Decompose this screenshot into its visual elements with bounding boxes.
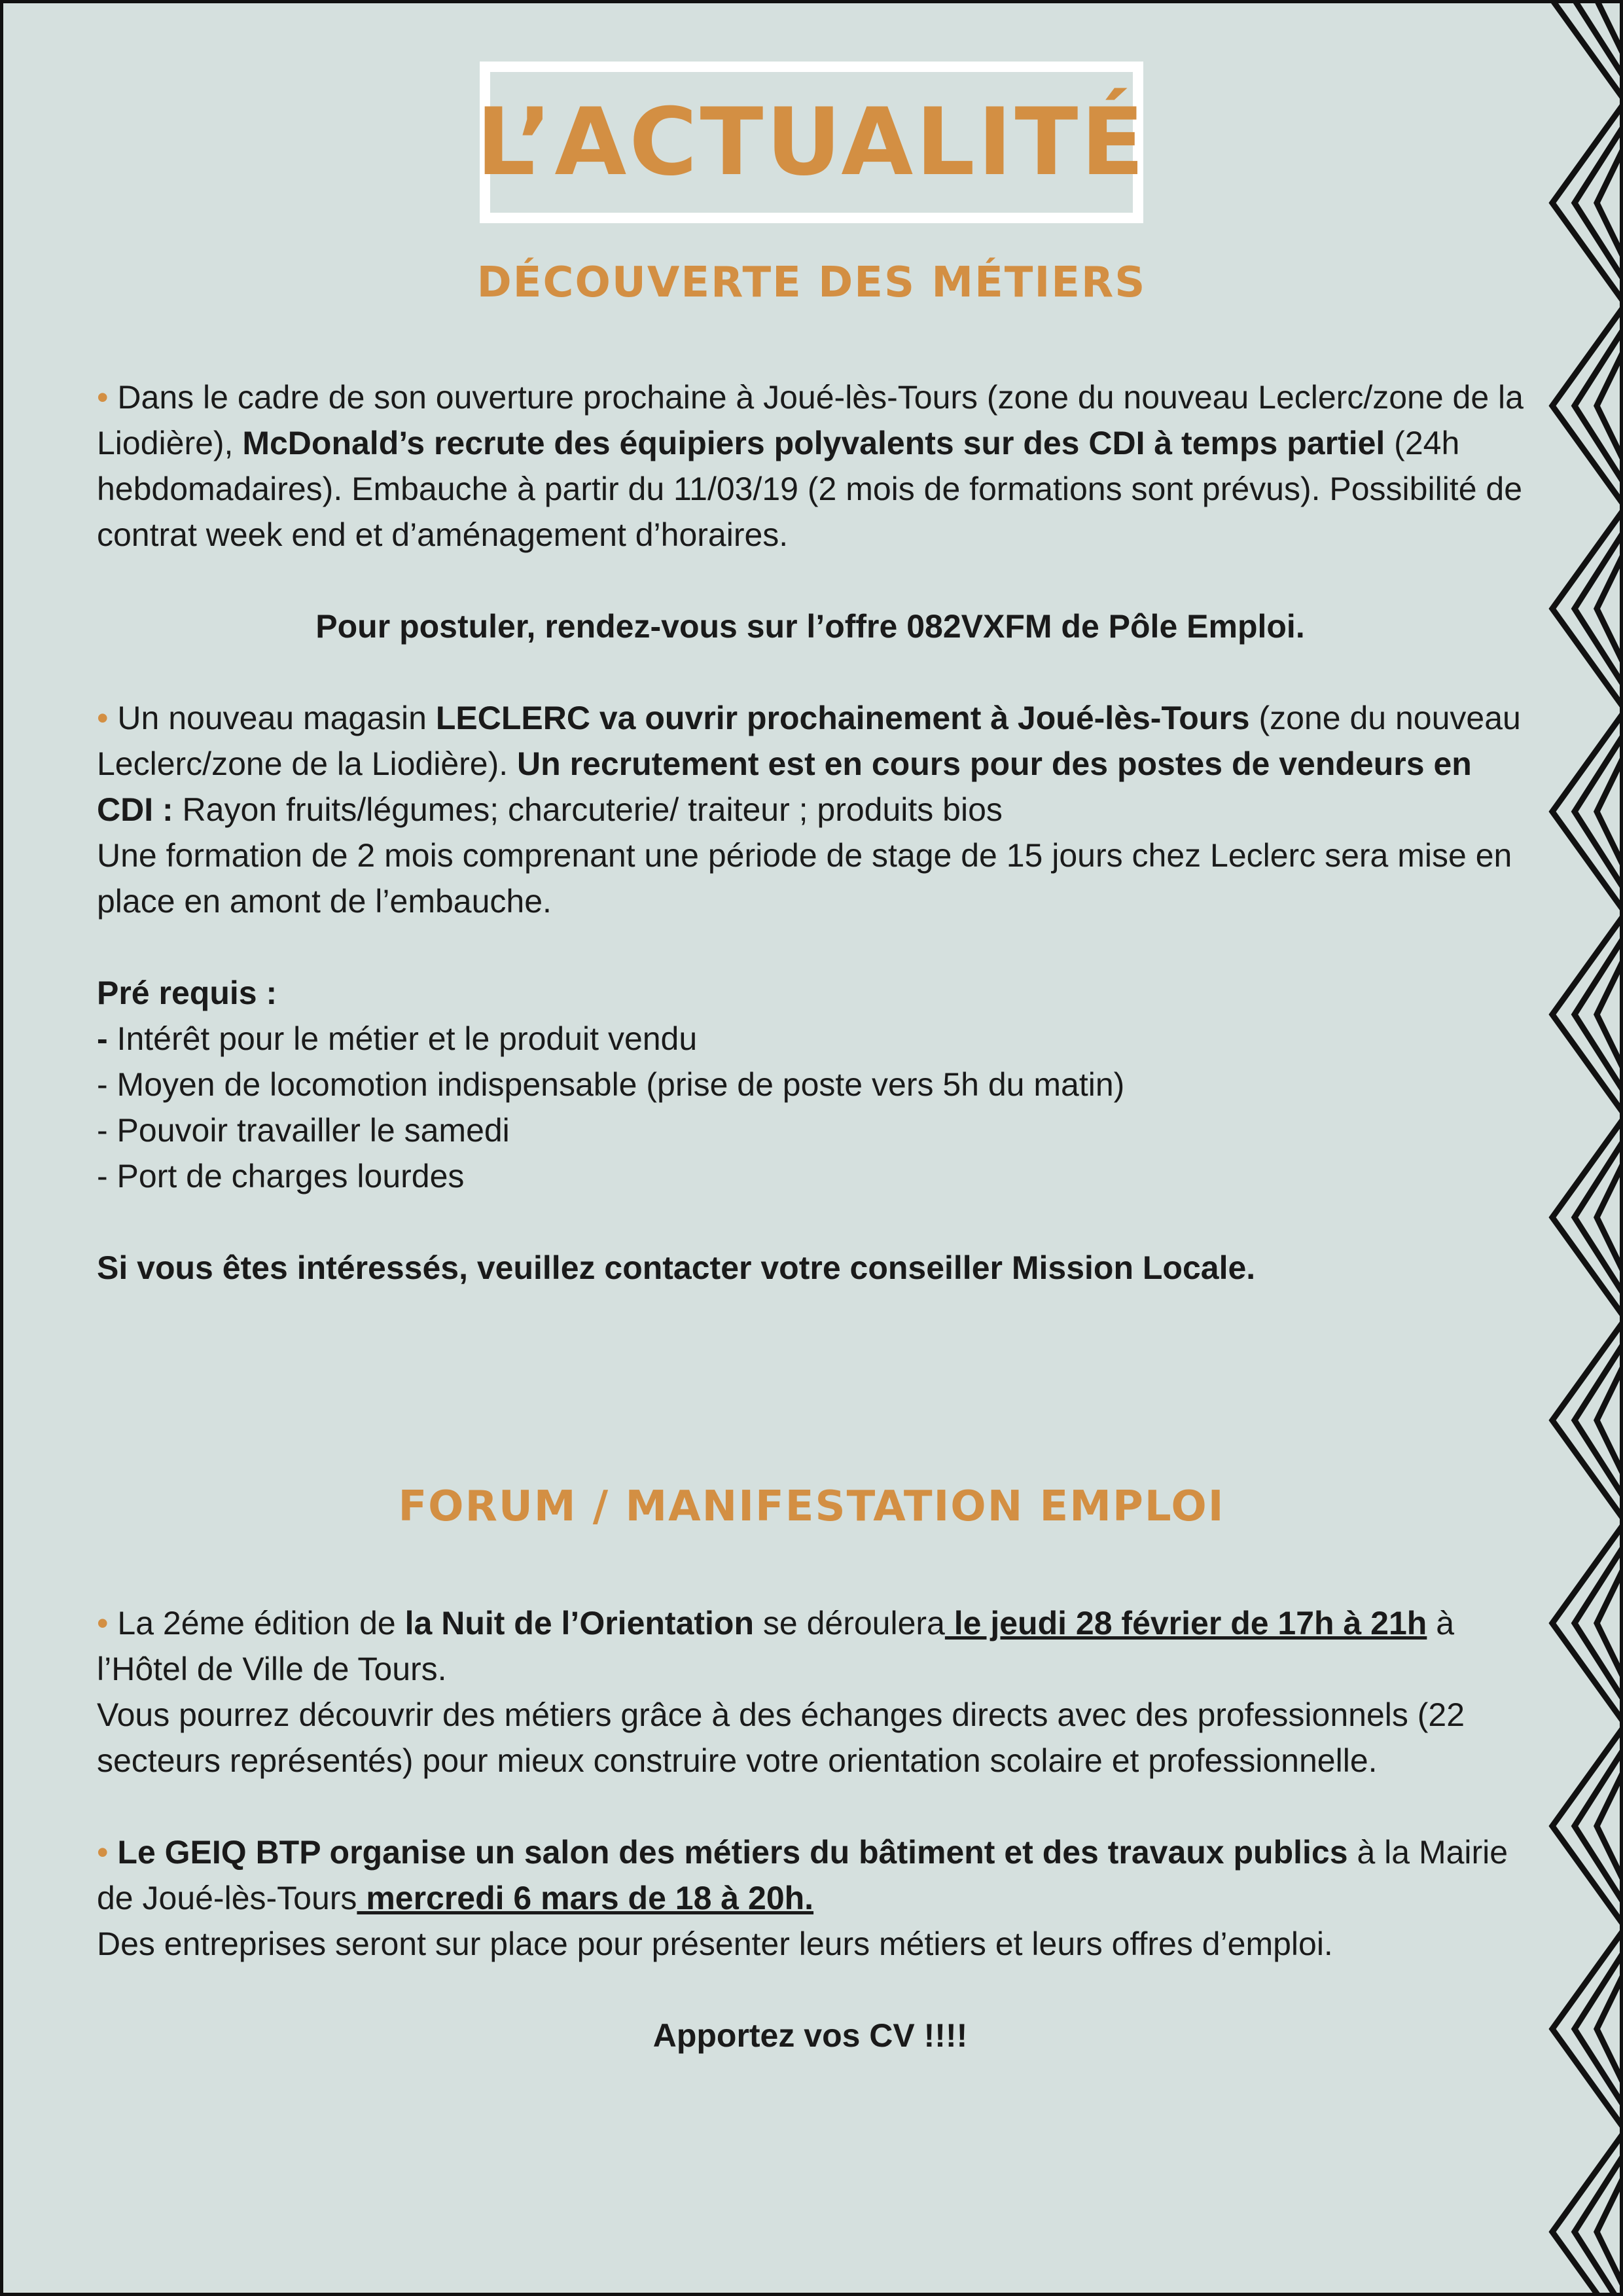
prerequis-item: - Pouvoir travailler le samedi bbox=[97, 1112, 510, 1149]
chevron-icon bbox=[1552, 1525, 1623, 1721]
prerequis-item-text: Intérêt pour le métier et le produit vendu bbox=[107, 1020, 698, 1057]
title-box bbox=[476, 62, 1147, 223]
bullet-icon: • bbox=[97, 1834, 109, 1871]
cv-call bbox=[97, 2013, 1524, 2058]
cv-call-text: Apportez vos CV !!!! bbox=[652, 2017, 968, 2054]
prerequis-item: - Moyen de locomotion indispensable (prise de poste vers 5h du matin) bbox=[97, 1066, 1125, 1103]
nuit-details: Vous pourrez découvrir des métiers grâce à des échanges directs avec des professionnels (22 secteurs représentés) pour mieux construire votre orientation scolaire et professionnelle. bbox=[97, 1696, 1465, 1779]
chevron-icon bbox=[1552, 0, 1623, 98]
mcdo-apply-text: Pour postuler, rendez-vous sur l’offre 082VXFM de Pôle Emploi. bbox=[315, 608, 1305, 645]
nuit-location: à l’Hôtel de Ville de Tours. bbox=[97, 1605, 1455, 1687]
section-metiers-content bbox=[97, 374, 1524, 1291]
chevron-icon bbox=[1552, 1119, 1623, 1316]
prerequis-title-text: Pré requis : bbox=[97, 975, 277, 1011]
leclerc-zone: (zone du nouveau Leclerc/zone de la Liodière). bbox=[97, 700, 1521, 782]
prerequis-item bbox=[97, 1016, 1524, 1062]
geiq-details: Des entreprises seront sur place pour présenter leurs métiers et leurs offres d’emploi. bbox=[97, 1926, 1333, 1962]
section-heading-metiers: DÉCOUVERTE DES MÉTIERS bbox=[476, 259, 1147, 307]
chevron-icon bbox=[1552, 1931, 1623, 2127]
paragraph-geiq bbox=[97, 1829, 1524, 1921]
page-title: L’ACTUALITÉ bbox=[476, 88, 1147, 196]
zigzag-border-decoration bbox=[1544, 0, 1623, 2296]
bullet-icon: • bbox=[97, 700, 109, 736]
geiq-title: Le GEIQ BTP organise un salon des métiers du bâtiment et des travaux publics bbox=[108, 1834, 1348, 1871]
section-forum-content bbox=[97, 1600, 1524, 2058]
leclerc-rayons: Rayon fruits/légumes; charcuterie/ traiteur ; produits bios bbox=[173, 791, 1003, 828]
chevron-icon bbox=[1552, 1728, 1623, 1924]
geiq-location: à la Mairie de Joué-lès-Tours bbox=[97, 1834, 1508, 1916]
mcdo-apply bbox=[97, 603, 1524, 649]
chevron-icon bbox=[1552, 511, 1623, 707]
prerequis-dash: - bbox=[97, 1020, 108, 1057]
bullet-icon: • bbox=[97, 379, 109, 416]
mcdo-details: (24h hebdomadaires). Embauche à partir du 11/03/19 (2 mois de formations sont prévus). Possibilité de contrat week end et d’aménagement d’horaires. bbox=[97, 425, 1523, 553]
mcdo-intro: Dans le cadre de son ouverture prochaine à Joué-lès-Tours (zone du nouveau Leclerc/zone de la Liodière), bbox=[97, 379, 1524, 461]
section-heading-forum: FORUM / MANIFESTATION EMPLOI bbox=[398, 1482, 1225, 1531]
paragraph-leclerc bbox=[97, 695, 1524, 833]
chevron-icon bbox=[1552, 308, 1623, 504]
nuit-title: la Nuit de l’Orientation bbox=[404, 1605, 754, 1641]
mcdo-highlight: McDonald’s recrute des équipiers polyvalents sur des CDI à temps partiel bbox=[242, 425, 1385, 461]
nuit-mid: se déroulera bbox=[754, 1605, 945, 1641]
chevron-icon bbox=[1552, 916, 1623, 1113]
paragraph-nuit-orientation bbox=[97, 1600, 1524, 1692]
chevron-icon bbox=[1552, 713, 1623, 910]
leclerc-intro: Un nouveau magasin bbox=[108, 700, 436, 736]
prerequis-title bbox=[97, 970, 1524, 1016]
nuit-date: le jeudi 28 février de 17h à 21h bbox=[944, 1605, 1427, 1641]
nuit-intro: La 2éme édition de bbox=[108, 1605, 405, 1641]
bullet-icon: • bbox=[97, 1605, 109, 1641]
leclerc-highlight-1: LECLERC va ouvrir prochainement à Joué-lès-Tours bbox=[435, 700, 1250, 736]
geiq-date: mercredi 6 mars de 18 à 20h. bbox=[357, 1880, 814, 1916]
paragraph-mcdonalds bbox=[97, 374, 1524, 558]
leclerc-formation: Une formation de 2 mois comprenant une période de stage de 15 jours chez Leclerc sera mise en place en amont de l’embauche. bbox=[97, 837, 1512, 920]
contact-line bbox=[97, 1245, 1524, 1291]
leclerc-highlight-2: Un recrutement est en cours pour des postes de vendeurs en CDI : bbox=[97, 745, 1472, 828]
prerequis-item: - Port de charges lourdes bbox=[97, 1158, 465, 1194]
contact-text: Si vous êtes intéressés, veuillez contacter votre conseiller Mission Locale. bbox=[97, 1249, 1256, 1286]
